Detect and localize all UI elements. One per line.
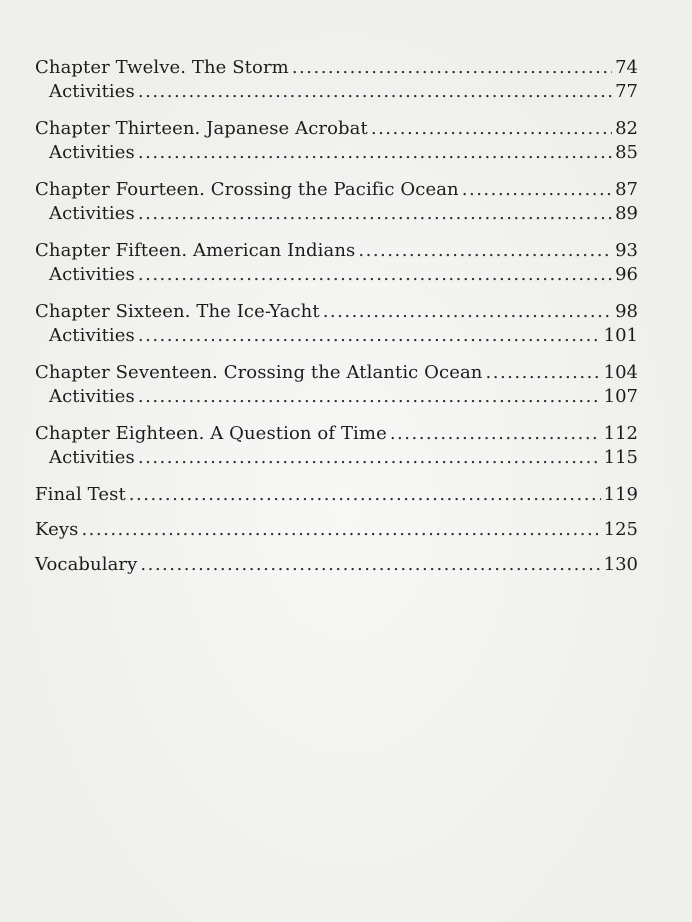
toc-page-number: 74 [615,57,638,78]
toc-entry-title: Chapter Fifteen. American Indians [35,240,356,261]
leader-dots [138,324,601,348]
toc-page-number: 98 [615,301,638,322]
toc-page-number: 104 [603,362,638,383]
toc-entry-title: Keys [35,519,79,540]
leader-dots [138,141,612,165]
toc-entry-title: Chapter Sixteen. The Ice-Yacht [35,301,320,322]
toc-entry-title: Chapter Twelve. The Storm [35,57,289,78]
toc-subentry-activities [35,324,638,348]
toc-entry-title: Chapter Thirteen. Japanese Acrobat [35,118,368,139]
toc-subentry-activities [35,446,638,470]
toc-entry-title: Vocabulary [35,554,138,575]
toc-subentry-activities [35,80,638,104]
toc-page-number: 125 [603,519,638,540]
leader-dots [390,422,601,446]
toc-subentry-title: Activities [49,264,135,285]
toc-subentry-title: Activities [49,447,135,468]
leader-dots [486,361,601,385]
leader-dots [358,239,612,263]
toc-page-number: 87 [615,179,638,200]
toc-page-number: 82 [615,118,638,139]
table-of-contents [35,56,638,588]
toc-page-number: 107 [603,386,638,407]
toc-page-number: 77 [615,81,638,102]
toc-entry-title: Chapter Eighteen. A Question of Time [35,423,387,444]
leader-dots [138,80,612,104]
toc-page-number: 115 [603,447,638,468]
toc-entry-title: Final Test [35,484,126,505]
leader-dots [138,385,601,409]
leader-dots [138,263,612,287]
toc-subentry-activities [35,263,638,287]
toc-entry-chapter-17 [35,361,638,385]
toc-subentry-activities [35,202,638,226]
toc-page-number: 112 [603,423,638,444]
toc-entry-chapter-15 [35,239,638,263]
toc-page-number: 85 [615,142,638,163]
toc-subentry-title: Activities [49,203,135,224]
toc-page-number: 89 [615,203,638,224]
toc-entry-title: Chapter Seventeen. Crossing the Atlantic Ocean [35,362,483,383]
toc-subentry-title: Activities [49,325,135,346]
toc-subentry-activities [35,385,638,409]
leader-dots [138,446,601,470]
toc-entry-vocabulary [35,553,638,577]
toc-entry-title: Chapter Fourteen. Crossing the Pacific Ocean [35,179,459,200]
toc-subentry-activities [35,141,638,165]
leader-dots [371,117,612,141]
toc-page-number: 119 [603,484,638,505]
toc-page-number: 130 [603,554,638,575]
toc-subentry-title: Activities [49,81,135,102]
toc-entry-final-test [35,483,638,507]
leader-dots [323,300,612,324]
toc-page-number: 96 [615,264,638,285]
toc-entry-chapter-18 [35,422,638,446]
leader-dots [81,518,600,542]
leader-dots [140,553,600,577]
toc-entry-chapter-13 [35,117,638,141]
toc-subentry-title: Activities [49,142,135,163]
toc-entry-chapter-16 [35,300,638,324]
leader-dots [292,56,612,80]
leader-dots [462,178,612,202]
toc-page-number: 101 [603,325,638,346]
toc-entry-chapter-12 [35,56,638,80]
toc-subentry-title: Activities [49,386,135,407]
toc-entry-chapter-14 [35,178,638,202]
leader-dots [129,483,601,507]
toc-entry-keys [35,518,638,542]
leader-dots [138,202,612,226]
toc-page-number: 93 [615,240,638,261]
